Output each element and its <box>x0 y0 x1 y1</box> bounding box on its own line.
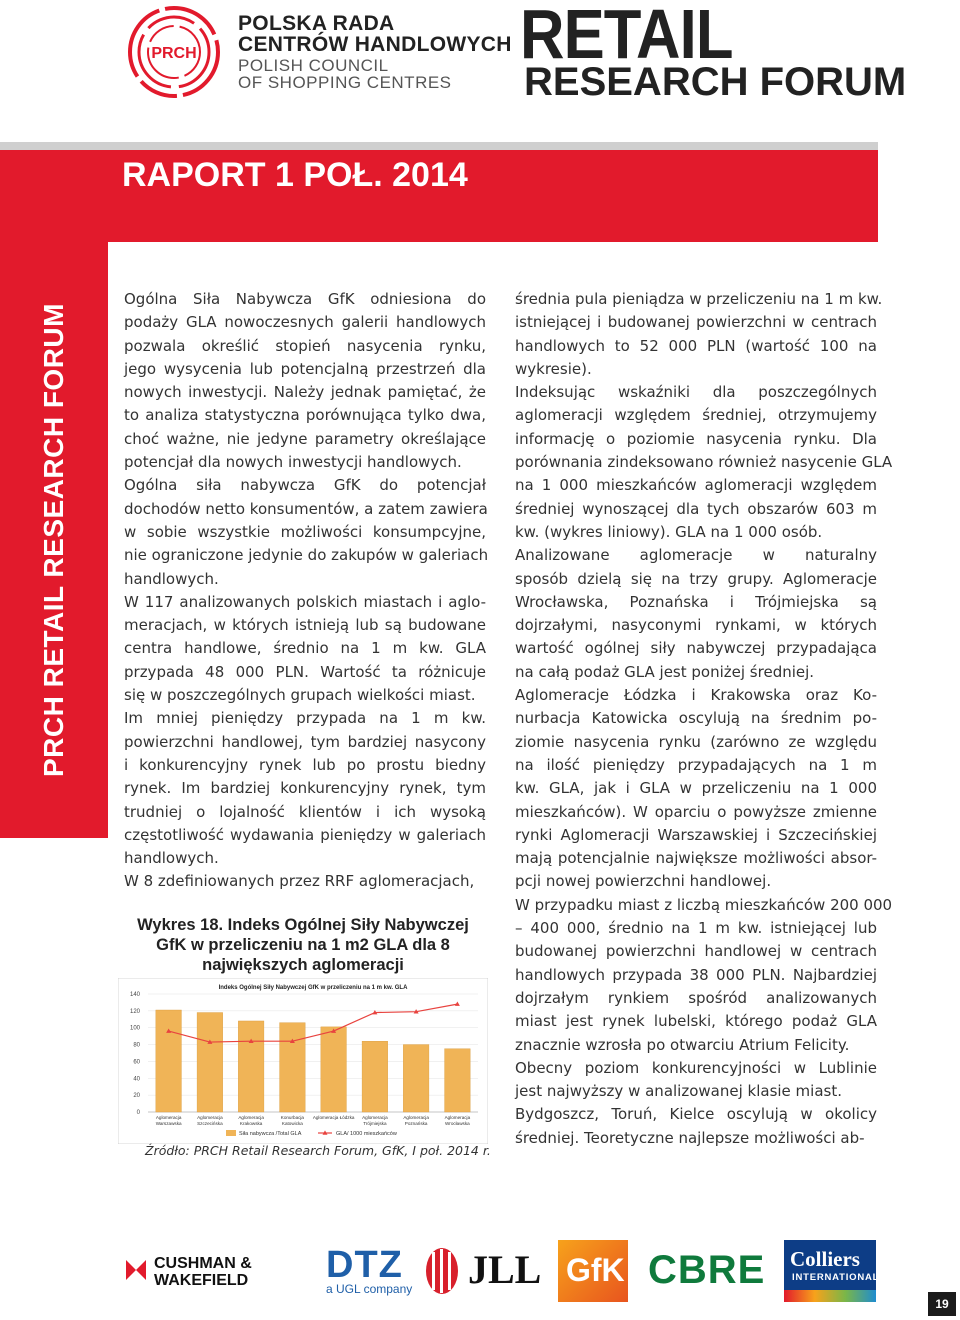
bar <box>280 1023 306 1112</box>
x-tick-label: Warszawska <box>155 1121 182 1126</box>
org-name-en-1: POLISH COUNCIL <box>238 56 389 75</box>
text-line: Aglomeracje Łódzka i Krakowska oraz Ko- <box>515 686 877 705</box>
x-tick-label: Aglomeracja <box>155 1115 182 1120</box>
text-line: centra handlowe, średnio na 1 m kw. GLA <box>124 639 486 658</box>
x-tick-label: Krakowska <box>239 1121 263 1126</box>
bar <box>156 1010 182 1112</box>
right-column <box>515 288 893 1150</box>
text-line: podaży GLA nowoczesnych galerii handlowych <box>124 313 486 332</box>
text-line: się w poszczególnych grupach wielkości miast. <box>124 686 476 705</box>
text-line: jest najwyższy w analizowanej klasie miast. <box>515 1082 842 1101</box>
logo-abbr: PRCH <box>151 45 197 62</box>
x-tick-label: Konurbacja <box>280 1115 304 1120</box>
text-line: mają potencjalnie największe możliwości absor- <box>515 849 877 868</box>
text-line: nie ograniczone jedynie do zakupów w galeriach <box>124 546 489 565</box>
text-line: informację o poziomie nasycenia rynku. Dla <box>515 429 877 448</box>
text-line: istniejącej i budowanej powierzchni w centrach <box>515 313 877 332</box>
left-column <box>124 288 489 894</box>
text-line: wartość ogólnej siły nabywczej przypadająca <box>515 639 877 658</box>
sponsor-cw-line-2: WAKEFIELD <box>154 1272 249 1289</box>
legend-label-bar: Siła nabywcza /Total GLA <box>239 1131 302 1137</box>
x-tick-label: Aglomeracja <box>444 1115 471 1120</box>
text-line: na całą podaż GLA jest poniżej średniej. <box>515 662 815 681</box>
figure-caption <box>118 915 488 975</box>
text-line: kw. (wykres liniowy). GLA na 1 000 osób. <box>515 522 823 541</box>
text-line: handlowych. <box>124 569 219 588</box>
text-line: Bydgoszcz, Toruń, Kielce oscylują w okolicy <box>515 1105 877 1124</box>
text-line: na 1 000 mieszkańców aglomeracji względem <box>515 476 877 495</box>
figure-caption-line-2: GfK w przeliczeniu na 1 m2 GLA dla 8 <box>156 936 450 954</box>
sponsor-gfk-name: GfK <box>566 1252 625 1288</box>
text-line: rynki Aglomeracji Warszawskiej i Szczecińskiej <box>515 825 877 844</box>
figure-caption-line-3: największych aglomeracji <box>202 956 404 974</box>
text-line: średniej. Teoretyczne najlepsze możliwości ab- <box>515 1128 865 1147</box>
y-tick-label: 40 <box>133 1076 140 1083</box>
org-name-en-2: OF SHOPPING CENTRES <box>238 73 452 92</box>
text-line: Ogólna Siła Nabywcza GfK odniesiona do <box>124 290 486 308</box>
prch-logo <box>126 4 222 100</box>
x-tick-label: Aglomeracja <box>197 1115 223 1120</box>
x-tick-label: Szczecińska <box>197 1121 223 1126</box>
text-line: znacznie wzrosła po otwarciu Atrium Felicity. <box>515 1035 850 1054</box>
x-tick-label: Trójmiejska <box>363 1121 387 1126</box>
text-line: miast jest rynek lubelski, którego podaż GLA <box>515 1012 877 1031</box>
text-line: W przypadku miast z liczbą mieszkańców 200 000 <box>515 895 893 914</box>
purchasing-power-chart <box>118 978 488 1144</box>
text-line: wykresie). <box>515 359 592 378</box>
bar <box>321 1027 347 1112</box>
text-line: handlowych. <box>124 849 219 868</box>
sponsor-cw-line-1: CUSHMAN & <box>154 1255 252 1272</box>
text-line: sposób dzielą się na trzy grupy. Aglomeracje <box>515 569 877 588</box>
page-number: 19 <box>928 1292 956 1316</box>
text-line: w sobie wszystkie możliwości konsumpcyjne, <box>124 522 486 541</box>
text-line: aglomeracji względem średniej, otrzymujemy <box>515 406 877 425</box>
text-line: Ogólna siła nabywcza GfK do potencjał <box>124 476 486 495</box>
x-tick-label: Aglomeracja <box>238 1115 264 1120</box>
text-line: średniej wynoszącej dla tych obszarów 603 m <box>515 499 877 518</box>
text-line: i konkurencyjny rynek lub po prostu biedny <box>124 755 486 774</box>
text-line: średnia pula pieniądza w przeliczeniu na 1 m kw. <box>515 290 883 308</box>
bar <box>197 1013 223 1112</box>
text-line: handlowych to 52 000 PLN (wartość 100 na <box>515 336 877 355</box>
sponsor-colliers-tagline: INTERNATIONAL <box>792 1272 880 1283</box>
sponsor-dtz-name: DTZ <box>326 1244 403 1286</box>
text-line: dojrzałymi, nasyconymi rynkami, w których <box>515 616 877 635</box>
y-tick-label: 0 <box>136 1110 140 1116</box>
text-line: pozwala określić stopień nasycenia rynku, <box>124 336 486 355</box>
text-line: choć ważne, nie jedyne parametry określające <box>124 429 486 448</box>
figure-source: Źródło: PRCH Retail Research Forum, GfK, I poł. 2014 r. <box>145 1143 491 1158</box>
y-tick-label: 100 <box>129 1025 140 1032</box>
side-band <box>0 242 108 838</box>
text-line: dojrzałym rynkiem spośród analizowanych <box>515 988 877 1007</box>
sponsor-cbre: CBRE <box>648 1248 766 1292</box>
report-title: RAPORT 1 POŁ. 2014 <box>122 156 468 194</box>
text-line: kw. GLA, jak i GLA w przeliczeniu na 1 000 <box>515 779 877 798</box>
bar <box>445 1049 471 1112</box>
text-line: meracjach, w których istnieją lub są budowane <box>124 616 486 635</box>
text-line: przypada 48 000 PLN. Wartość ta różnicuje <box>124 662 486 681</box>
text-line: dochodów netto konsumentów, a zatem zawiera <box>124 499 488 518</box>
bar <box>403 1045 429 1112</box>
org-name-pl-2: CENTRÓW HANDLOWYCH <box>238 33 512 56</box>
org-name-pl-1: POLSKA RADA <box>238 12 395 35</box>
text-line: W 8 zdefiniowanych przez RRF aglomeracjach, <box>124 872 475 891</box>
text-line: Im mniej pieniędzy przypada na 1 m kw. <box>124 709 486 728</box>
y-tick-label: 140 <box>129 992 140 998</box>
text-line: nowych inwestycji. Należy jednak pamiętać, że <box>124 383 486 402</box>
sponsor-dtz-tagline: a UGL company <box>326 1282 413 1296</box>
text-line: to analiza statystyczna porównująca tylko dwa, <box>124 406 486 425</box>
text-line: na ilość pieniędzy przypadających na 1 m <box>515 755 877 774</box>
bar <box>238 1021 264 1112</box>
text-line: jego wysycenia lub potencjalną przestrzeń dla <box>124 359 486 378</box>
chart-title: Indeks Ogólnej Siły Nabywczej GfK w przeliczeniu na 1 m kw. GLA <box>218 985 408 991</box>
text-line: pcji nowej powierzchni handlowej. <box>515 872 772 891</box>
research-forum-wordmark: RESEARCH FORUM <box>524 60 907 104</box>
jll-flame-icon <box>422 1246 462 1296</box>
text-line: powierzchni handlowej, tym bardziej nasycony <box>124 732 486 751</box>
header-divider <box>0 142 878 150</box>
y-tick-label: 60 <box>133 1059 140 1066</box>
text-line: W 117 analizowanych polskich miastach i aglo- <box>124 592 486 611</box>
cushman-wakefield-icon <box>122 1256 150 1286</box>
legend-label-line: GLA/ 1000 mieszkańców <box>336 1131 397 1137</box>
x-tick-label: Katowicka <box>281 1121 303 1126</box>
text-line: – 400 000, średnio na 1 m kw. istniejącej lub <box>515 919 877 938</box>
x-tick-label: Aglomeracja <box>403 1115 429 1120</box>
x-tick-label: Aglomeracja <box>362 1115 388 1120</box>
text-line: trudniej o lojalność klientów i ich wysoką <box>124 802 486 821</box>
side-title: PRCH RETAIL RESEARCH FORUM <box>38 303 69 777</box>
figure-caption-line-1: Wykres 18. Indeks Ogólnej Siły Nabywczej <box>137 916 469 934</box>
text-line: Obecny poziom konkurencyjności w Lublinie <box>515 1058 877 1077</box>
y-tick-label: 120 <box>129 1008 140 1015</box>
legend-swatch-bar <box>226 1130 236 1136</box>
text-line: nurbacja Katowicka oscylują na średnim po- <box>515 709 877 728</box>
text-line: częstotliwość wydawania pieniędzy w galeriach <box>124 825 486 844</box>
sponsor-colliers-name: Colliers <box>790 1247 860 1271</box>
text-line: handlowych przypada 38 000 PLN. Najbardziej <box>515 965 877 984</box>
text-line: Indeksując wskaźniki dla poszczególnych <box>515 383 877 402</box>
x-tick-label: Aglomeracja Łódzka <box>312 1115 355 1120</box>
y-tick-label: 20 <box>133 1093 140 1100</box>
colliers-stripe <box>784 1290 876 1302</box>
text-line: mieszkańców). W oparciu o powyższe zmienne <box>515 802 877 821</box>
sponsor-jll-name: JLL <box>468 1247 542 1292</box>
text-line: porównania zindeksowano również nasycenie GLA <box>515 453 893 472</box>
text-line: ziomie nasycenia rynku (zarówno ze względu <box>515 732 877 751</box>
text-line: rynek. Im bardziej konkurencyjny rynek, tym <box>124 779 486 798</box>
bar <box>362 1041 388 1112</box>
x-tick-label: Wrocławska <box>445 1121 470 1126</box>
x-tick-label: Poznańska <box>404 1121 428 1126</box>
text-line: potencjał dla nowych inwestycji handlowych. <box>124 453 462 472</box>
retail-wordmark: RETAIL <box>520 0 733 73</box>
text-line: budowanej powierzchni handlowej w centrach <box>515 942 877 961</box>
y-tick-label: 80 <box>133 1042 140 1049</box>
text-line: Wrocławska, Poznańska i Trójmiejska są <box>515 592 877 611</box>
text-line: Analizowane aglomeracje w naturalny <box>515 546 877 565</box>
